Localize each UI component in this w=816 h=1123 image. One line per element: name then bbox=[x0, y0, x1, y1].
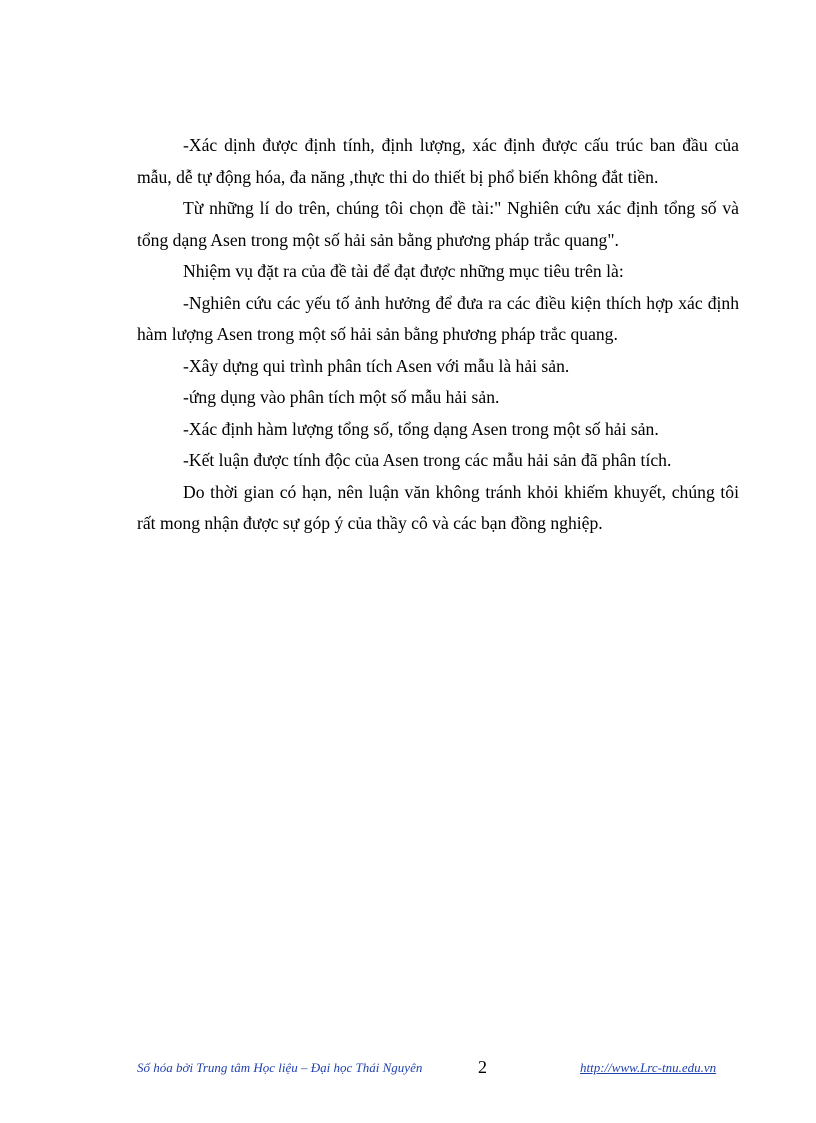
paragraph-task-conclusion: -Kết luận được tính độc của Asen trong các mẫu hải sản đã phân tích. bbox=[183, 450, 672, 470]
paragraph-task-procedure: -Xây dựng qui trình phân tích Asen với mẫu là hải sản. bbox=[183, 355, 570, 376]
paragraph-task-application: -ứng dụng vào phân tích một số mẫu hải sản. bbox=[183, 387, 500, 407]
page-number: 2 bbox=[478, 1057, 487, 1077]
paragraph-tasks-intro: Nhiệm vụ đặt ra của đề tài để đạt được những mục tiêu trên là: bbox=[183, 261, 624, 281]
footer-website-link[interactable]: http://www.Lrc-tnu.edu.vn bbox=[580, 1060, 717, 1075]
paragraph-task-research-factors: -Nghiên cứu các yếu tố ảnh hưởng để đưa ra các điều kiện thích hợp xác định hàm lượng Asen trong một số hải sản bằng phương pháp trắc quang. bbox=[137, 292, 739, 344]
paragraph-method-advantages: -Xác dịnh được định tính, định lượng, xác định được cấu trúc ban đầu của mẫu, dễ tự động hóa, đa năng ,thực thi do thiết bị phổ biến không đắt tiền. bbox=[137, 135, 739, 187]
paragraph-task-determine-content: -Xác định hàm lượng tổng số, tổng dạng Asen trong một số hải sản. bbox=[183, 418, 659, 439]
page-footer bbox=[0, 1057, 816, 1081]
footer-digitized-by: Số hóa bởi Trung tâm Học liệu – Đại học Thái Nguyên bbox=[137, 1060, 423, 1075]
document-body bbox=[137, 130, 739, 540]
paragraph-topic-choice: Từ những lí do trên, chúng tôi chọn đề tài:" Nghiên cứu xác định tổng số và tổng dạng Asen trong một số hải sản bằng phương pháp trắc quang". bbox=[137, 198, 739, 250]
paragraph-closing: Do thời gian có hạn, nên luận văn không tránh khỏi khiếm khuyết, chúng tôi rất mong nhận được sự góp ý của thầy cô và các bạn đồng nghiệp. bbox=[137, 481, 739, 533]
